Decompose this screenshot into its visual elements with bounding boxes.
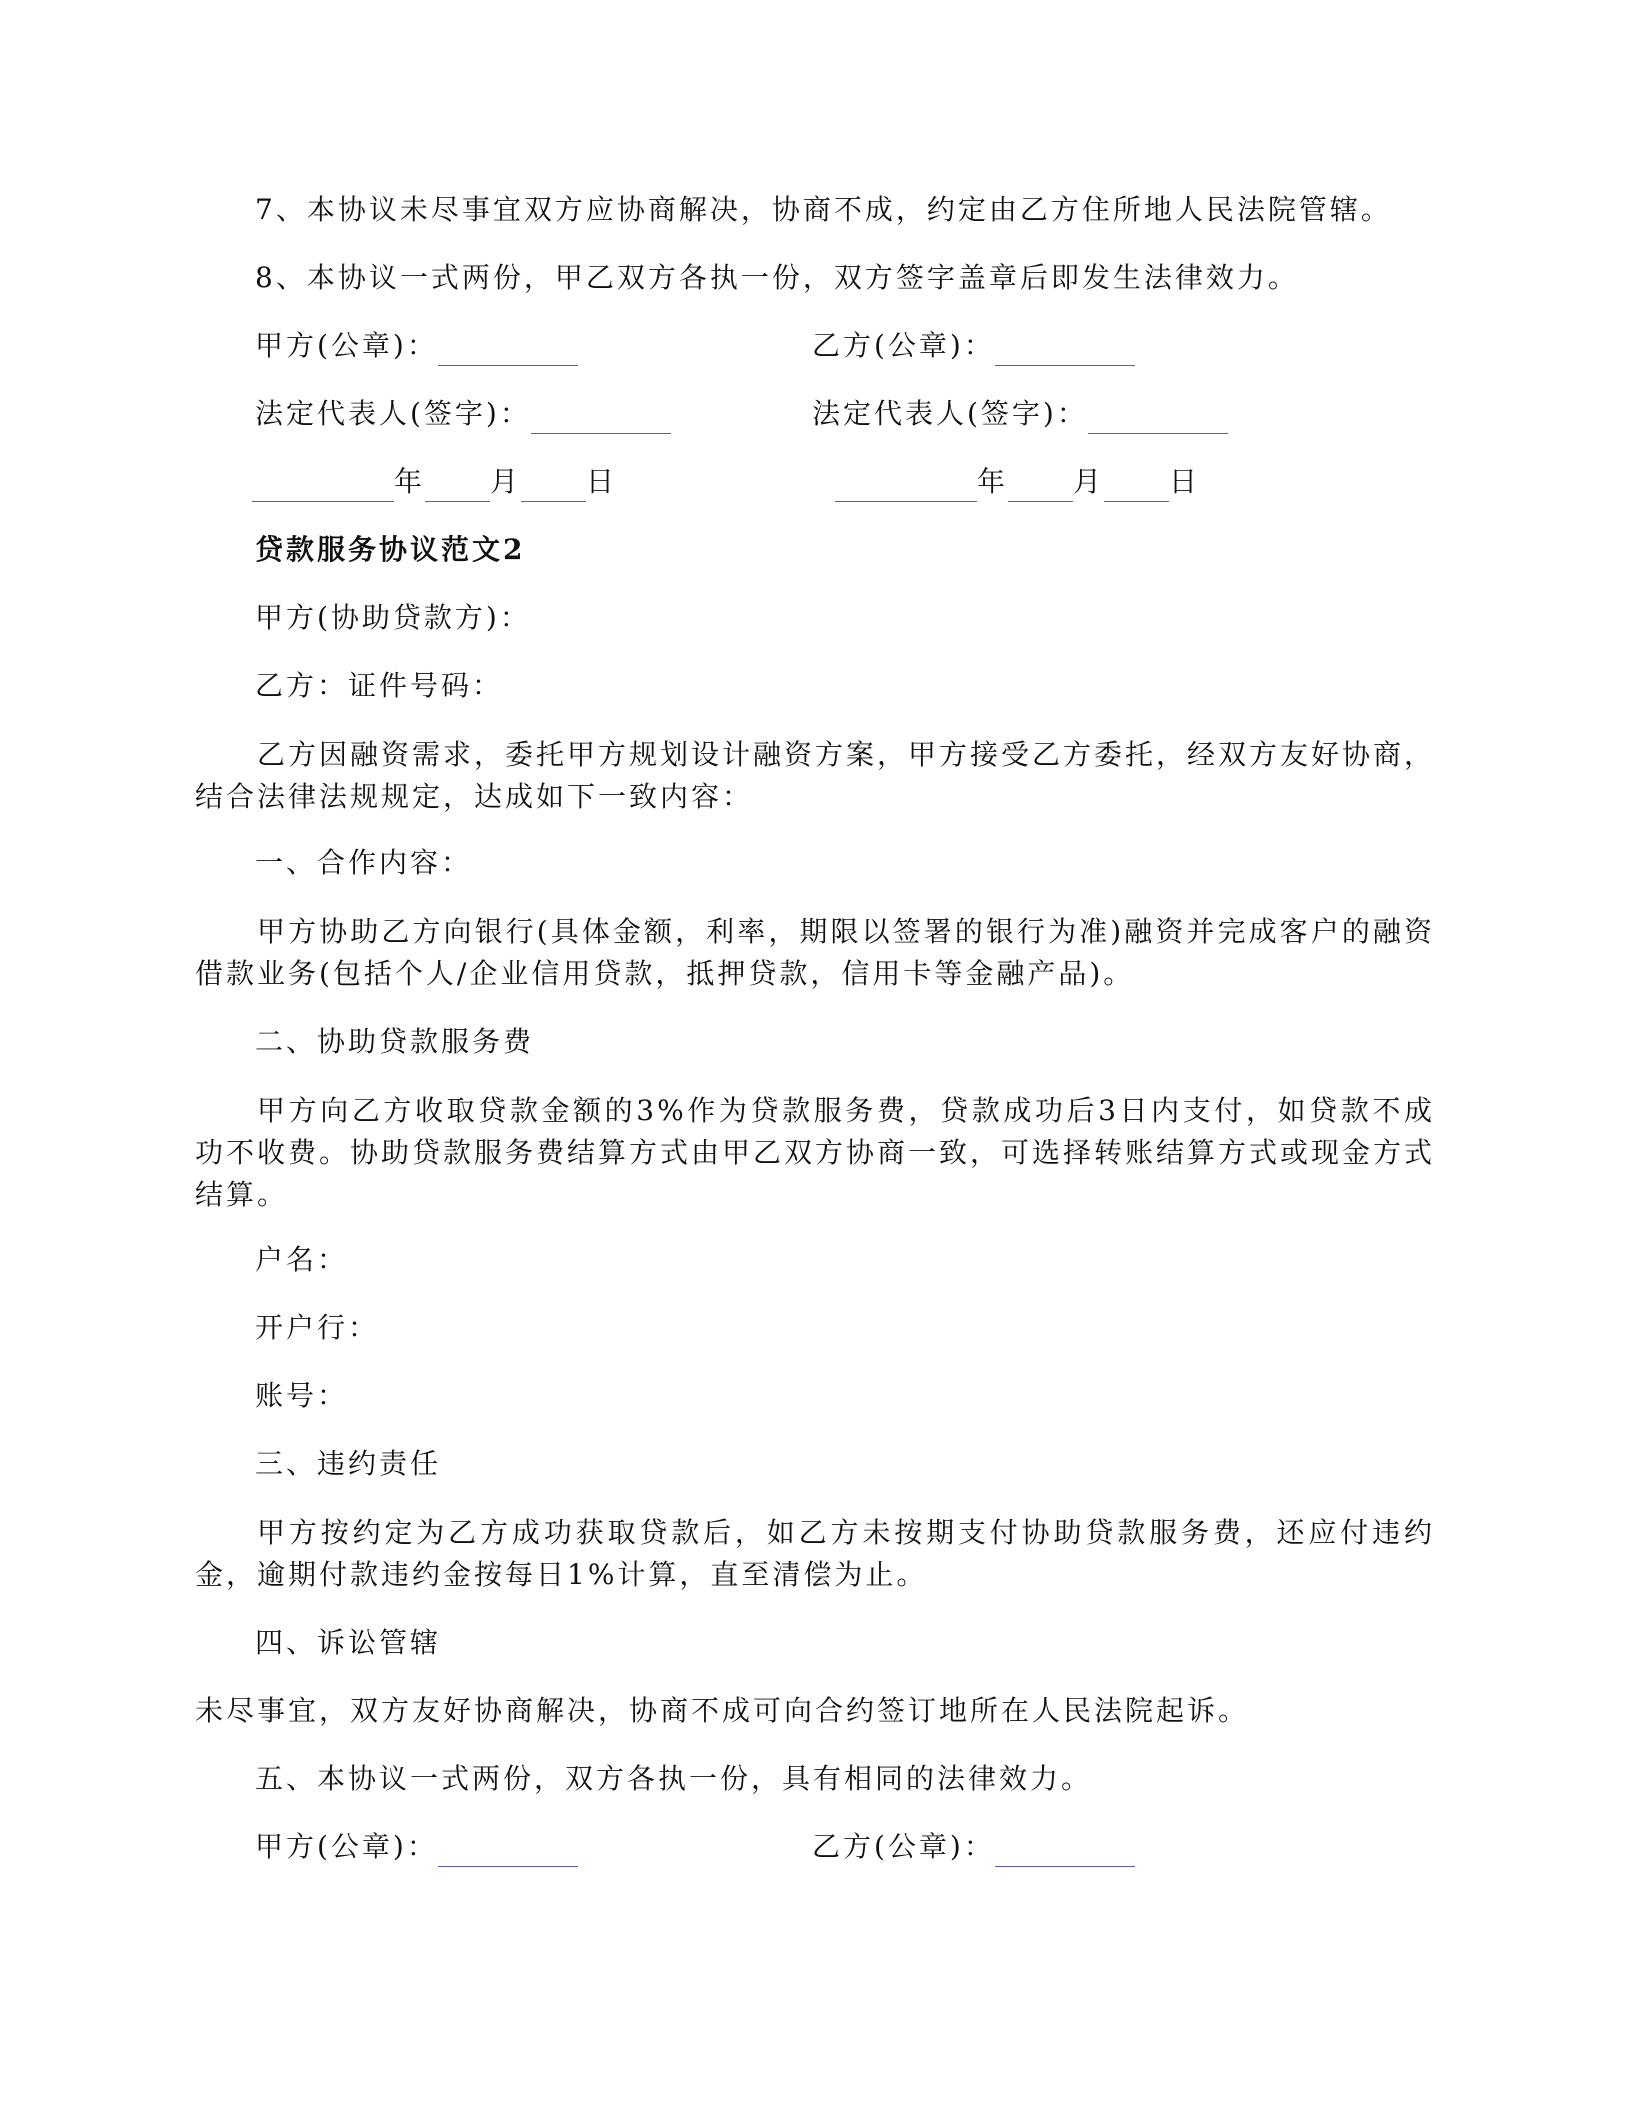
party-a-seal-label-2: 甲方(公章)： <box>255 1830 438 1863</box>
section-1-body: 甲方协助乙方向银行(具体金额，利率，期限以签署的银行为准)融资并完成客户的融资借款业务(包括个人/企业信用贷款，抵押贷款，信用卡等金融产品)。 <box>195 915 1435 990</box>
bank-label: 开户行： <box>255 1311 380 1344</box>
section-2-title: 二、协助贷款服务费 <box>255 1025 535 1058</box>
party-a-seal-field <box>255 326 578 366</box>
party-b-seal-field-2 <box>812 1827 1135 1867</box>
section-4-body: 未尽事宜，双方友好协商解决，协商不成可向合约签订地所在人民法院起诉。 <box>195 1694 1250 1727</box>
party-a-rep-label: 法定代表人(签字)： <box>255 397 531 430</box>
section-3-body: 甲方按约定为乙方成功获取贷款后，如乙方未按期支付协助贷款服务费，还应付违约金，逾期付款违约金按每日1%计算，直至清偿为止。 <box>195 1516 1435 1591</box>
year-label: 年 <box>394 465 426 498</box>
month-blank <box>1008 471 1073 502</box>
day-label: 日 <box>1169 465 1201 498</box>
year-label: 年 <box>977 465 1009 498</box>
party-b-seal-field <box>812 326 1135 366</box>
section-2-body: 甲方向乙方收取贷款金额的3%作为贷款服务费，贷款成功后3日内支付，如贷款不成功不收费。协助贷款服务费结算方式由甲乙双方协商一致，可选择转账结算方式或现金方式结算。 <box>195 1094 1436 1211</box>
year-blank <box>835 471 977 502</box>
month-blank <box>425 471 490 502</box>
account-number-label: 账号： <box>255 1379 349 1412</box>
day-blank <box>1104 471 1169 502</box>
party-b-rep-blank <box>1088 403 1228 434</box>
party-a-seal-label: 甲方(公章)： <box>255 329 438 362</box>
month-label: 月 <box>1073 465 1105 498</box>
section-1-title: 一、合作内容： <box>255 846 473 879</box>
party-b-rep-label: 法定代表人(签字)： <box>812 397 1088 430</box>
account-name-label: 户名： <box>255 1243 349 1276</box>
party-b-seal-label-2: 乙方(公章)： <box>812 1830 995 1863</box>
section-5: 五、本协议一式两份，双方各执一份，具有相同的法律效力。 <box>255 1762 1093 1795</box>
party-a-seal-blank-2 <box>438 1836 578 1867</box>
month-label: 月 <box>490 465 522 498</box>
clause-8: 8、本协议一式两份，甲乙双方各执一份，双方签字盖章后即发生法律效力。 <box>255 261 1299 294</box>
party-a-seal-field-2 <box>255 1827 578 1867</box>
party-b-date-field <box>835 462 1200 502</box>
party-b-rep-field <box>812 394 1228 434</box>
section-3-title: 三、违约责任 <box>255 1447 442 1480</box>
party-a-rep-blank <box>531 403 671 434</box>
day-blank <box>521 471 586 502</box>
section-4-title: 四、诉讼管辖 <box>255 1626 442 1659</box>
year-blank <box>252 471 394 502</box>
party-a-date-field <box>252 462 617 502</box>
party-a-rep-field <box>255 394 671 434</box>
party-b-label: 乙方：证件号码： <box>255 669 504 702</box>
day-label: 日 <box>586 465 618 498</box>
party-b-seal-label: 乙方(公章)： <box>812 329 995 362</box>
clause-7: 7、本协议未尽事宜双方应协商解决，协商不成，约定由乙方住所地人民法院管辖。 <box>255 193 1392 226</box>
party-b-seal-blank-2 <box>995 1836 1135 1867</box>
party-a-label: 甲方(协助贷款方)： <box>255 601 531 634</box>
party-b-seal-blank <box>995 335 1135 366</box>
document-title: 贷款服务协议范文2 <box>255 533 526 566</box>
party-a-seal-blank <box>438 335 578 366</box>
intro-paragraph: 乙方因融资需求，委托甲方规划设计融资方案，甲方接受乙方委托，经双方友好协商，结合法律法规规定，达成如下一致内容： <box>195 738 1436 813</box>
